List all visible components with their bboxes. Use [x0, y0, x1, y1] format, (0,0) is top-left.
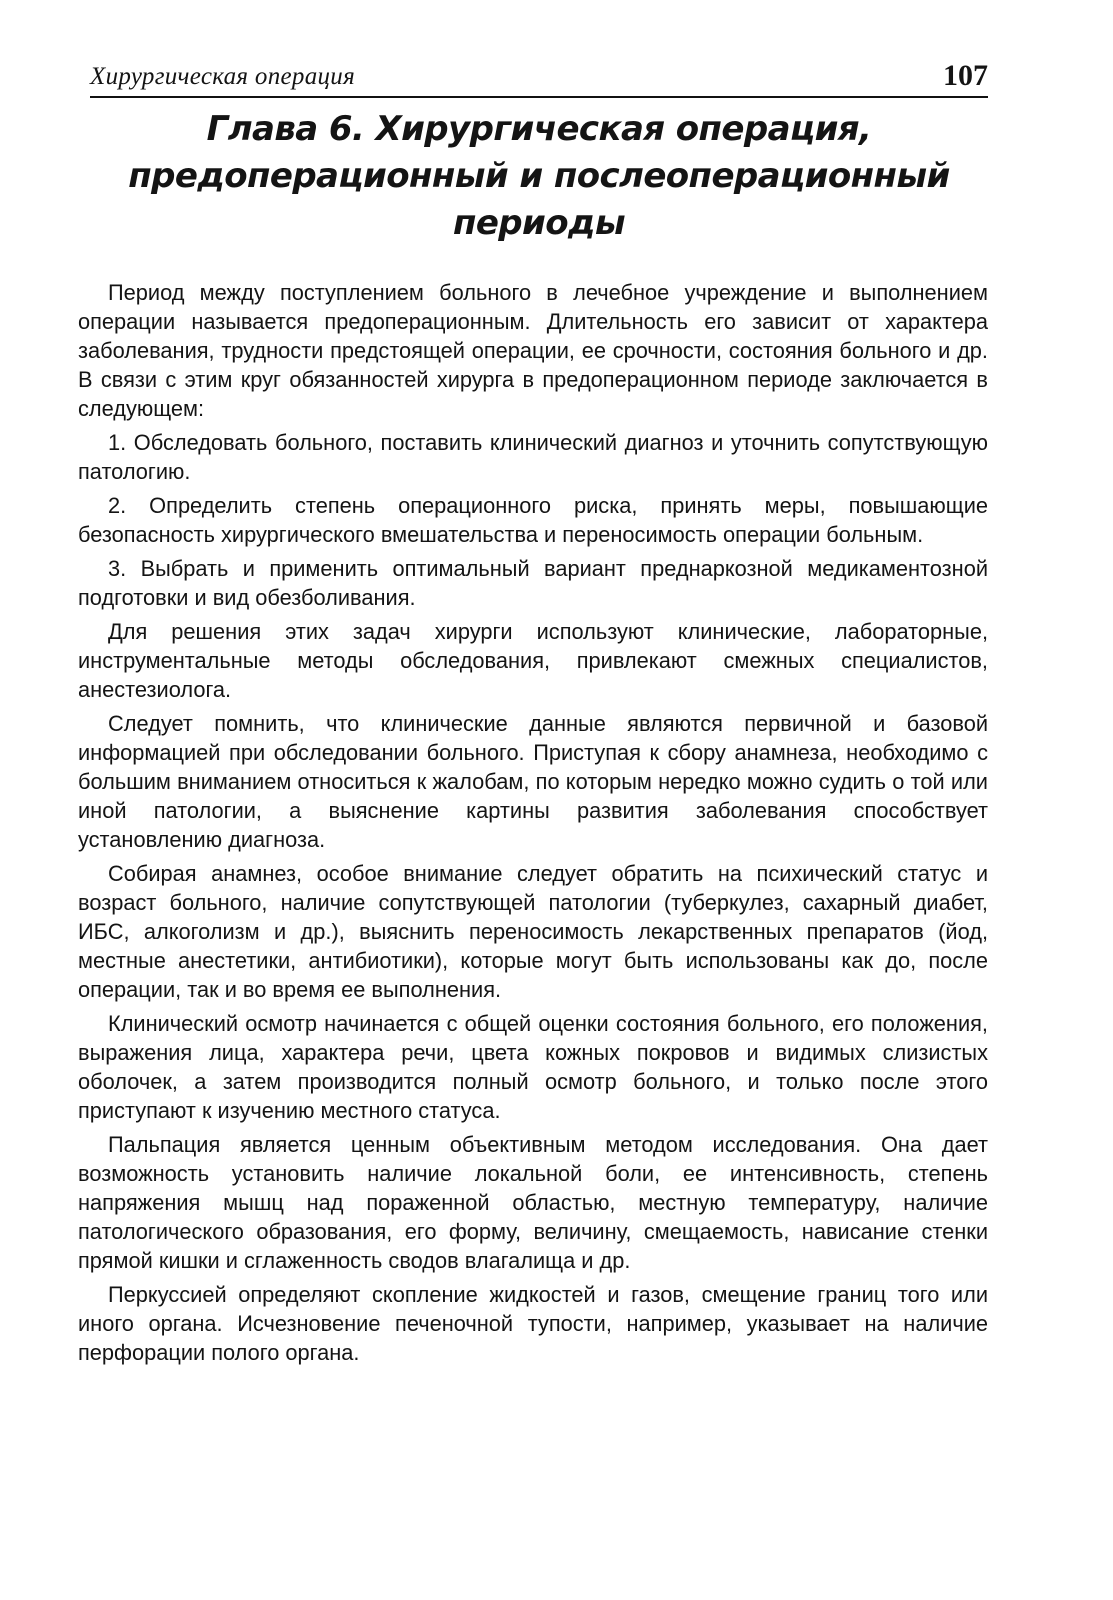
chapter-title-line: периоды	[452, 203, 626, 243]
paragraph: Для решения этих задач хирурги используют клинические, лабораторные, инструментальные методы обследования, привлекают смежных специалистов, анестезиолога.	[78, 619, 988, 702]
paragraph: Клинический осмотр начинается с общей оценки состояния больного, его положения, выражения лица, характера речи, цвета кожных покровов и видимых слизистых оболочек, а затем производится полный осмотр больного, и только после этого приступают к изучению местного статуса.	[78, 1011, 988, 1123]
paragraph: Период между поступлением больного в лечебное учреждение и выполнением операции называется предоперационным. Длительность его зависит от характера заболевания, трудности предстоящей операции, ее срочности, состояния больного и др. В связи с этим круг обязанностей хирурга в предоперационном периоде заключается в следующем:	[78, 280, 988, 421]
running-title: Хирургическая операция	[90, 63, 356, 90]
body-text	[78, 278, 988, 1367]
list-item: 1. Обследовать больного, поставить клинический диагноз и уточнить сопутствующую патологию.	[78, 430, 988, 484]
paragraph: Перкуссией определяют скопление жидкостей и газов, смещение границ того или иного органа. Исчезновение печеночной тупости, например, указывает на наличие перфорации полого органа.	[78, 1282, 988, 1365]
chapter-title-line: Глава 6. Хирургическая операция,	[206, 109, 872, 149]
running-header	[90, 52, 988, 98]
chapter-title	[90, 106, 988, 247]
list-item: 2. Определить степень операционного риска, принять меры, повышающие безопасность хирургического вмешательства и переносимость операции больным.	[78, 493, 988, 547]
list-item: 3. Выбрать и применить оптимальный вариант преднаркозной медикаментозной подготовки и вид обезболивания.	[78, 556, 988, 610]
paragraph: Собирая анамнез, особое внимание следует обратить на психический статус и возраст больного, наличие сопутствующей патологии (туберкулез, сахарный диабет, ИБС, алкоголизм и др.), выяснить переносимость лекарственных препаратов (йод, местные анестетики, антибиотики), которые могут быть использованы как до, после операции, так и во время ее выполнения.	[78, 861, 988, 1002]
paragraph: Следует помнить, что клинические данные являются первичной и базовой информацией при обследовании больного. Приступая к сбору анамнеза, необходимо с большим вниманием относиться к жалобам, по которым нередко можно судить о той или иной патологии, а выяснение картины развития заболевания способствует установлению диагноза.	[78, 711, 988, 852]
page-number: 107	[943, 59, 988, 92]
chapter-title-line: предоперационный и послеоперационный	[128, 156, 950, 196]
paragraph: Пальпация является ценным объективным методом исследования. Она дает возможность установить наличие локальной боли, ее интенсивность, степень напряжения мышц над пораженной областью, местную температуру, наличие патологического образования, его форму, величину, смещаемость, нависание стенки прямой кишки и сглаженность сводов влагалища и др.	[78, 1132, 988, 1273]
